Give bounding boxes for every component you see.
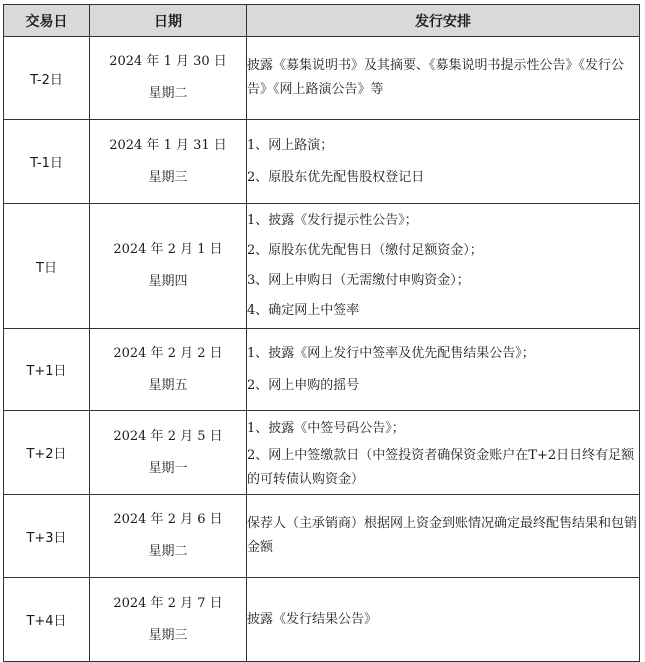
date-cell	[90, 578, 247, 662]
table-row	[4, 495, 640, 578]
arrangement-item: 2、网上中签缴款日（中签投资者确保资金账户在T+2日日终有足额的可转债认购资金）	[247, 447, 635, 487]
trading-day-cell: T+4日	[4, 578, 90, 662]
date-cell	[90, 204, 247, 329]
arrangement-item: 4、确定网上中签率	[247, 303, 360, 318]
table-row	[4, 37, 640, 120]
arrangement-item: 披露《发行结果公告》	[247, 611, 378, 627]
header-arrangement: 发行安排	[247, 5, 640, 37]
date-text: 2024 年 2 月 6 日	[113, 512, 223, 527]
arrangement-cell	[247, 204, 640, 329]
arrangement-item: 3、网上申购日（无需缴付申购资金）；	[247, 273, 470, 288]
arrangement-item: 2、网上申购的摇号	[247, 377, 360, 393]
date-cell	[90, 120, 247, 204]
arrangement-item: 1、披露《发行提示性公告》；	[247, 213, 418, 228]
date-text: 2024 年 1 月 30 日	[109, 54, 227, 69]
arrangement-item: 1、披露《中签号码公告》；	[247, 420, 405, 436]
arrangement-cell	[247, 578, 640, 662]
date-text: 2024 年 2 月 2 日	[113, 345, 223, 361]
date-cell	[90, 329, 247, 411]
trading-day-cell: T-2日	[4, 37, 90, 120]
date-cell	[90, 37, 247, 120]
date-text: 2024 年 2 月 1 日	[113, 242, 223, 257]
arrangement-item: 1、网上路演；	[247, 137, 334, 153]
date-text: 2024 年 2 月 5 日	[113, 428, 223, 444]
weekday-text: 星期三	[148, 169, 188, 185]
arrangement-cell	[247, 120, 640, 204]
arrangement-item: 披露《募集说明书》及其摘要、《募集说明书提示性公告》《发行公告》《网上路演公告》等	[247, 58, 625, 97]
trading-day-cell: T+2日	[4, 411, 90, 495]
date-cell	[90, 495, 247, 578]
trading-day-cell: T-1日	[4, 120, 90, 204]
weekday-text: 星期三	[148, 627, 188, 643]
date-text: 2024 年 1 月 31 日	[109, 137, 227, 153]
trading-day-cell: T+3日	[4, 495, 90, 578]
table-row	[4, 411, 640, 495]
arrangement-item: 2、原股东优先配售股权登记日	[247, 169, 425, 185]
weekday-text: 星期二	[148, 544, 188, 559]
trading-day-cell: T+1日	[4, 329, 90, 411]
arrangement-cell	[247, 495, 640, 578]
table-header-row	[4, 5, 640, 37]
arrangement-item: 1、披露《网上发行中签率及优先配售结果公告》；	[247, 345, 535, 361]
table-row	[4, 329, 640, 411]
trading-day-cell: T日	[4, 204, 90, 329]
header-date: 日期	[90, 5, 247, 37]
weekday-text: 星期五	[148, 377, 188, 393]
arrangement-cell	[247, 329, 640, 411]
date-text: 2024 年 2 月 7 日	[113, 595, 223, 611]
table-row	[4, 120, 640, 204]
date-cell	[90, 411, 247, 495]
table-row	[4, 578, 640, 662]
table-row	[4, 204, 640, 329]
arrangement-item: 2、原股东优先配售日（缴付足额资金）；	[247, 243, 483, 258]
weekday-text: 星期一	[148, 460, 188, 476]
arrangement-cell	[247, 411, 640, 495]
arrangement-item: 保荐人（主承销商）根据网上资金到账情况确定最终配售结果和包销金额	[247, 516, 638, 555]
issuance-schedule-table	[3, 4, 640, 662]
arrangement-cell	[247, 37, 640, 120]
weekday-text: 星期二	[148, 86, 188, 101]
weekday-text: 星期四	[148, 274, 188, 289]
header-trading-day: 交易日	[4, 5, 90, 37]
